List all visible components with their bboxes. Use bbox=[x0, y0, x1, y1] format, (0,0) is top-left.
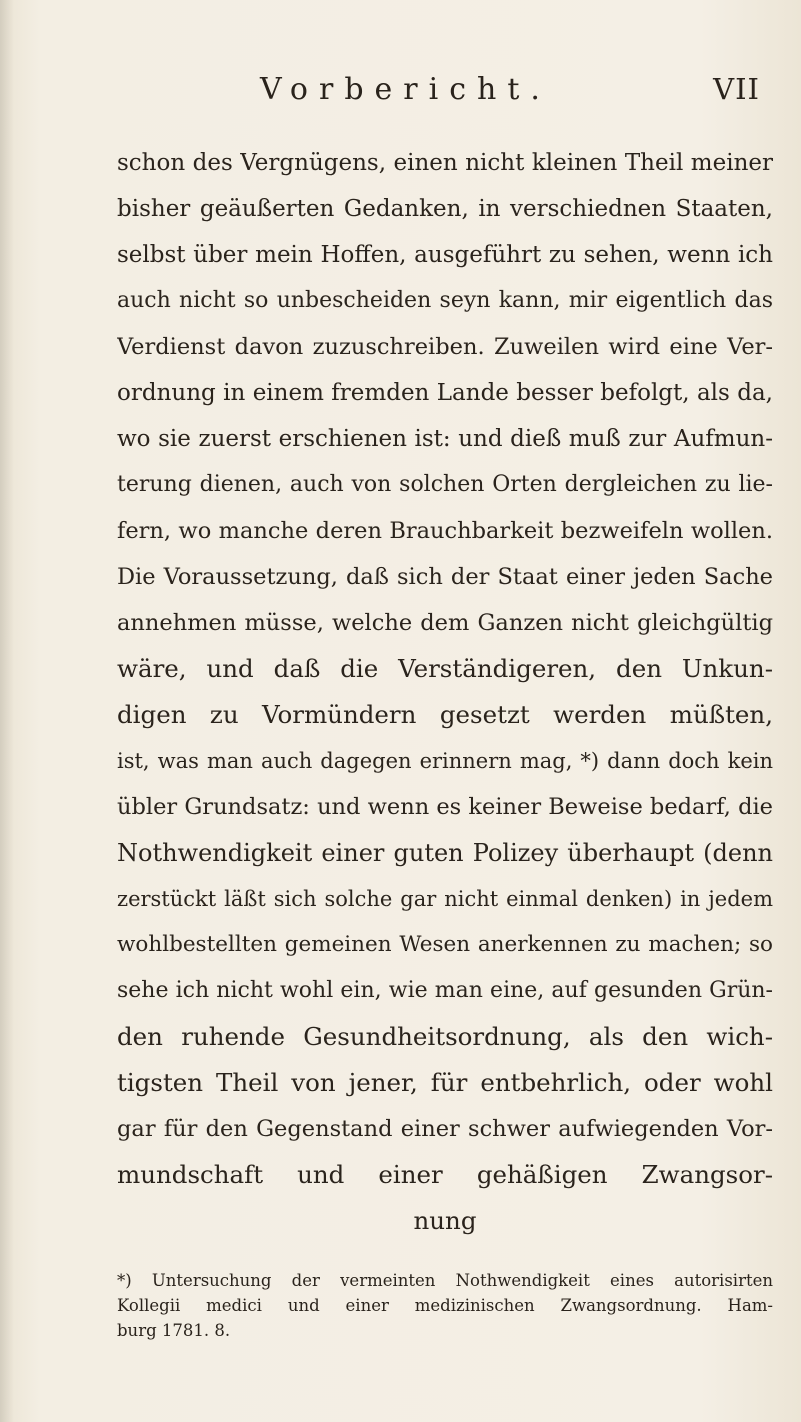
binding-shadow bbox=[0, 0, 14, 1422]
running-head-title: Vorbericht. bbox=[260, 72, 551, 107]
text-line: fern, wo manche deren Brauchbarkeit bezweifeln wollen. bbox=[117, 518, 773, 544]
text-line: mundschaft und einer gehäßigen Zwangsor- bbox=[117, 1160, 773, 1189]
footnote-line: burg 1781. 8. bbox=[117, 1321, 231, 1340]
text-line: Die Voraussetzung, daß sich der Staat einer jeden Sache bbox=[117, 564, 773, 590]
text-line: wäre, und daß die Verständigeren, den Unkun- bbox=[117, 654, 773, 683]
text-line: auch nicht so unbescheiden seyn kann, mir eigentlich das bbox=[117, 288, 773, 313]
footnote bbox=[117, 1268, 773, 1343]
text-line: den ruhende Gesundheitsordnung, als den wich- bbox=[117, 1022, 773, 1051]
text-line: schon des Vergnügens, einen nicht kleinen Theil meiner bbox=[117, 150, 773, 176]
text-line: zerstückt läßt sich solche gar nicht einmal denken) in jedem bbox=[117, 887, 773, 911]
text-line: annehmen müsse, welche dem Ganzen nicht gleichgültig bbox=[117, 610, 773, 636]
text-line: gar für den Gegenstand einer schwer aufwiegenden Vor- bbox=[117, 1116, 773, 1142]
text-line: digen zu Vormündern gesetzt werden müßten, bbox=[117, 700, 773, 729]
footnote-line: *) Untersuchung der vermeinten Nothwendigkeit eines autorisirten bbox=[117, 1271, 773, 1290]
text-line: wo sie zuerst erschienen ist: und dieß muß zur Aufmun- bbox=[117, 426, 773, 452]
text-line: übler Grundsatz: und wenn es keiner Beweise bedarf, die bbox=[117, 794, 773, 820]
text-line: ist, was man auch dagegen erinnern mag, *) dann doch kein bbox=[117, 749, 773, 773]
catchword-line: nung bbox=[413, 1206, 477, 1235]
text-line: sehe ich nicht wohl ein, wie man eine, auf gesunden Grün- bbox=[117, 978, 773, 1003]
text-line: terung dienen, auch von solchen Orten dergleichen zu lie- bbox=[117, 472, 773, 497]
text-line: ordnung in einem fremden Lande besser befolgt, als da, bbox=[117, 380, 773, 406]
text-line: wohlbestellten gemeinen Wesen anerkennen zu machen; so bbox=[117, 932, 773, 957]
body-text bbox=[117, 140, 773, 1244]
text-line: Nothwendigkeit einer guten Polizey überhaupt (denn bbox=[117, 839, 773, 867]
text-line: bisher geäußerten Gedanken, in verschiednen Staaten, bbox=[117, 196, 773, 222]
text-line: tigsten Theil von jener, für entbehrlich, oder wohl bbox=[117, 1068, 773, 1097]
text-line: selbst über mein Hoffen, ausgeführt zu sehen, wenn ich bbox=[117, 242, 773, 268]
page-number: VII bbox=[713, 72, 760, 106]
footnote-line: Kollegii medici und einer medizinischen Zwangsordnung. Ham- bbox=[117, 1296, 773, 1315]
running-head bbox=[120, 72, 760, 112]
text-line: Verdienst davon zuzuschreiben. Zuweilen wird eine Ver- bbox=[117, 334, 773, 360]
